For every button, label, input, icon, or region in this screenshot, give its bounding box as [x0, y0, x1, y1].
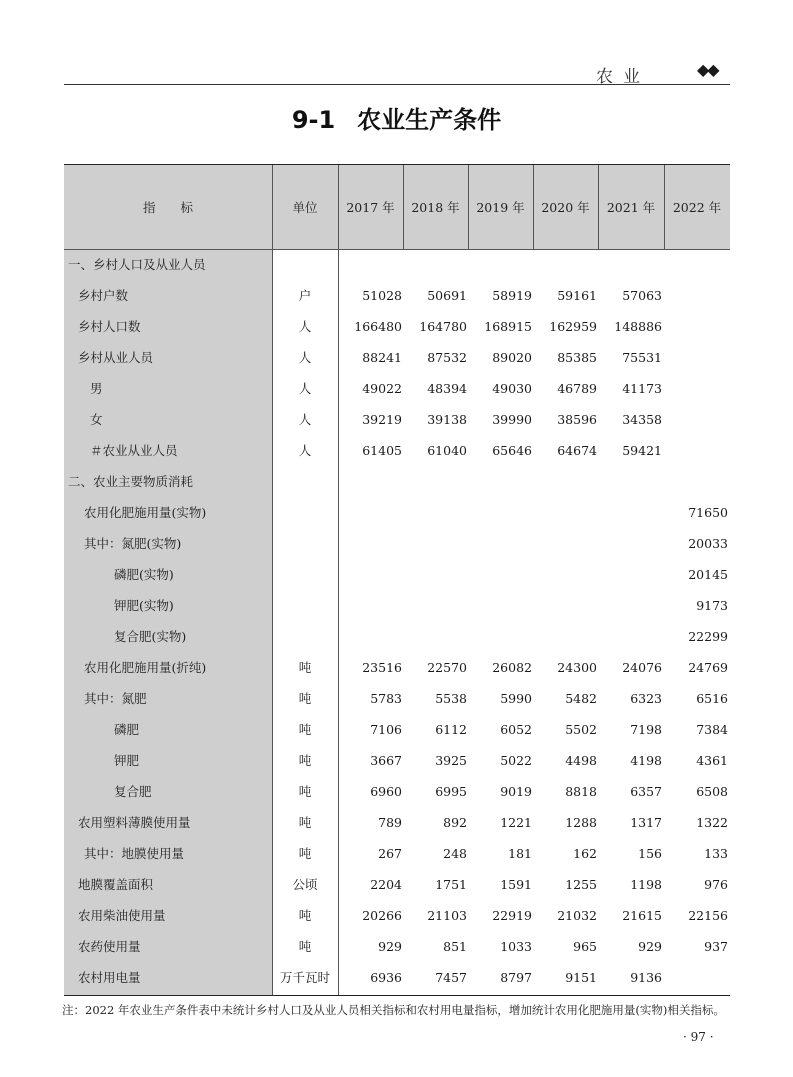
row-value: 7384 — [696, 722, 728, 737]
row-value: 20145 — [688, 567, 728, 582]
row-value: 64674 — [557, 443, 597, 458]
row-value: 41173 — [622, 381, 662, 396]
table-row — [64, 528, 730, 559]
row-value: 57063 — [622, 288, 662, 303]
row-label: 男 — [90, 381, 103, 396]
row-value: 3925 — [435, 753, 467, 768]
row-value: 6112 — [435, 722, 467, 737]
table-row — [64, 497, 730, 528]
row-value: 22570 — [427, 660, 467, 675]
row-label: 农用塑料薄膜使用量 — [78, 815, 191, 830]
row-value: 1317 — [630, 815, 662, 830]
row-value: 39219 — [362, 412, 402, 427]
row-value: 162 — [573, 846, 597, 861]
row-value: 6995 — [435, 784, 467, 799]
table-row — [64, 962, 730, 993]
row-value: 6357 — [630, 784, 662, 799]
row-value: 162959 — [549, 319, 597, 334]
row-value: 1322 — [696, 815, 728, 830]
row-value: 166480 — [354, 319, 402, 334]
row-value: 181 — [508, 846, 532, 861]
footnote: 注：2022 年农业生产条件表中未统计乡村人口及从业人员相关指标和农村用电量指标，增加统计农用化肥施用量(实物)相关指标。 — [62, 1003, 725, 1017]
row-value: 39990 — [492, 412, 532, 427]
data-table — [64, 164, 730, 996]
row-value: 1198 — [630, 877, 662, 892]
row-unit: 吨 — [298, 784, 312, 799]
row-value: 1255 — [565, 877, 597, 892]
row-value: 168915 — [484, 319, 532, 334]
row-value: 38596 — [557, 412, 597, 427]
row-unit: 吨 — [298, 815, 312, 830]
row-value: 9151 — [565, 970, 597, 985]
row-value: 75531 — [622, 350, 662, 365]
row-value: 965 — [573, 939, 597, 954]
row-value: 22919 — [492, 908, 532, 923]
header-year: 2020 年 — [541, 200, 590, 215]
row-unit: 万千瓦时 — [279, 970, 330, 985]
row-value: 24769 — [688, 660, 728, 675]
row-label: 乡村人口数 — [78, 319, 141, 334]
row-value: 1751 — [435, 877, 467, 892]
row-value: 88241 — [362, 350, 402, 365]
row-value: 26082 — [492, 660, 532, 675]
row-unit: 吨 — [298, 722, 312, 737]
page-title — [0, 100, 793, 135]
table-row — [64, 931, 730, 962]
row-value: 156 — [638, 846, 662, 861]
row-value: 51028 — [362, 288, 402, 303]
row-unit: 吨 — [298, 691, 312, 706]
row-value: 148886 — [614, 319, 662, 334]
row-unit: 人 — [298, 319, 312, 334]
row-unit: 吨 — [298, 846, 312, 861]
row-value: 267 — [378, 846, 402, 861]
row-value: 24076 — [622, 660, 662, 675]
row-value: 4198 — [630, 753, 662, 768]
row-unit: 人 — [298, 350, 312, 365]
header-rule — [64, 84, 730, 85]
row-value: 6508 — [696, 784, 728, 799]
row-value: 248 — [443, 846, 467, 861]
row-label: 一、乡村人口及从业人员 — [68, 257, 206, 272]
row-value: 5502 — [565, 722, 597, 737]
row-value: 4361 — [696, 753, 728, 768]
row-value: 58919 — [492, 288, 532, 303]
row-unit: 人 — [298, 443, 312, 458]
row-value: 5482 — [565, 691, 597, 706]
row-value: 5783 — [370, 691, 402, 706]
row-label: 乡村从业人员 — [78, 350, 154, 365]
row-value: 2204 — [370, 877, 402, 892]
row-value: 976 — [704, 877, 728, 892]
row-value: 5990 — [500, 691, 532, 706]
table-row — [64, 466, 730, 497]
table-number: 9-1 — [291, 106, 336, 134]
row-value: 8818 — [565, 784, 597, 799]
row-value: 23516 — [362, 660, 402, 675]
table-row — [64, 652, 730, 683]
table-row — [64, 249, 730, 280]
table-row — [64, 435, 730, 466]
header-unit: 单位 — [292, 200, 318, 215]
row-value: 21032 — [557, 908, 597, 923]
row-label: 女 — [90, 412, 103, 427]
row-value: 789 — [378, 815, 402, 830]
row-label: 农药使用量 — [78, 939, 141, 954]
table-row — [64, 373, 730, 404]
row-value: 46789 — [557, 381, 597, 396]
row-value: 39138 — [427, 412, 467, 427]
row-unit: 户 — [298, 288, 312, 303]
row-value: 34358 — [622, 412, 662, 427]
row-value: 49030 — [492, 381, 532, 396]
row-unit: 吨 — [298, 753, 312, 768]
row-unit: 吨 — [298, 908, 312, 923]
row-value: 61040 — [427, 443, 467, 458]
table-row — [64, 404, 730, 435]
table-row — [64, 590, 730, 621]
table-row — [64, 807, 730, 838]
row-unit: 人 — [298, 381, 312, 396]
row-value: 1288 — [565, 815, 597, 830]
row-value: 22156 — [688, 908, 728, 923]
header-year: 2021 年 — [606, 200, 656, 215]
row-label: 其中：氮肥 — [84, 691, 147, 706]
row-label: 二、农业主要物质消耗 — [68, 474, 194, 489]
row-value: 4498 — [565, 753, 597, 768]
row-label: ＃农业从业人员 — [90, 443, 178, 458]
table-row — [64, 838, 730, 869]
table-row — [64, 776, 730, 807]
table-row — [64, 900, 730, 931]
row-value: 22299 — [688, 629, 728, 644]
row-value: 5538 — [435, 691, 467, 706]
row-value: 89020 — [492, 350, 532, 365]
row-label: 复合肥 — [114, 784, 152, 799]
row-value: 6960 — [370, 784, 402, 799]
row-value: 48394 — [427, 381, 467, 396]
row-value: 929 — [378, 939, 402, 954]
row-label: 钾肥(实物) — [114, 598, 174, 613]
row-unit: 吨 — [298, 939, 312, 954]
row-label: 其中：地膜使用量 — [84, 846, 185, 861]
row-label: 复合肥(实物) — [114, 629, 187, 644]
row-label: 其中：氮肥(实物) — [84, 536, 182, 551]
diamond-ornament-icon: ◆◆ — [697, 60, 718, 79]
header-year: 2022 年 — [672, 200, 722, 215]
row-unit: 公顷 — [292, 877, 318, 892]
row-value: 937 — [704, 939, 728, 954]
row-value: 851 — [443, 939, 467, 954]
row-value: 929 — [638, 939, 662, 954]
table-row — [64, 559, 730, 590]
table-row — [64, 745, 730, 776]
row-value: 71650 — [688, 505, 728, 520]
table-row — [64, 714, 730, 745]
row-value: 164780 — [419, 319, 467, 334]
row-value: 6052 — [500, 722, 532, 737]
row-value: 59421 — [622, 443, 662, 458]
row-value: 21615 — [622, 908, 662, 923]
page-number: · 97 · — [683, 1030, 714, 1044]
row-value: 6323 — [630, 691, 662, 706]
running-header-section: 农业 — [596, 67, 650, 87]
row-label: 农用化肥施用量(折纯) — [84, 660, 207, 675]
row-value: 7457 — [435, 970, 467, 985]
row-value: 6516 — [696, 691, 728, 706]
row-value: 133 — [704, 846, 728, 861]
table-bottom-rule — [64, 995, 730, 996]
row-value: 6936 — [370, 970, 402, 985]
row-value: 1033 — [500, 939, 532, 954]
table-row — [64, 683, 730, 714]
row-value: 85385 — [557, 350, 597, 365]
row-value: 24300 — [557, 660, 597, 675]
row-value: 3667 — [370, 753, 402, 768]
row-value: 49022 — [362, 381, 402, 396]
row-value: 8797 — [500, 970, 532, 985]
row-unit: 人 — [298, 412, 312, 427]
row-value: 21103 — [427, 908, 467, 923]
row-label: 农用柴油使用量 — [78, 908, 166, 923]
row-value: 5022 — [500, 753, 532, 768]
row-value: 9019 — [500, 784, 532, 799]
row-label: 磷肥 — [114, 722, 140, 737]
table-row — [64, 311, 730, 342]
table-body — [64, 249, 730, 993]
header-indicator: 指 标 — [142, 200, 193, 215]
row-label: 乡村户数 — [78, 288, 129, 303]
row-value: 892 — [443, 815, 467, 830]
row-value: 20266 — [362, 908, 402, 923]
row-unit: 吨 — [298, 660, 312, 675]
row-value: 7106 — [370, 722, 402, 737]
row-value: 61405 — [362, 443, 402, 458]
header-year: 2019 年 — [476, 200, 525, 215]
row-label: 农用化肥施用量(实物) — [84, 505, 207, 520]
row-value: 87532 — [427, 350, 467, 365]
row-label: 磷肥(实物) — [114, 567, 174, 582]
row-value: 7198 — [630, 722, 662, 737]
row-value: 50691 — [427, 288, 467, 303]
header-year: 2018 年 — [411, 200, 460, 215]
row-value: 59161 — [557, 288, 597, 303]
table-row — [64, 280, 730, 311]
row-label: 地膜覆盖面积 — [78, 877, 154, 892]
row-label: 农村用电量 — [78, 970, 141, 985]
row-value: 9136 — [630, 970, 662, 985]
row-value: 1221 — [500, 815, 532, 830]
table-row — [64, 342, 730, 373]
row-label: 钾肥 — [114, 753, 140, 768]
table-row — [64, 869, 730, 900]
header-year: 2017 年 — [346, 200, 395, 215]
row-value: 20033 — [688, 536, 728, 551]
table-title: 农业生产条件 — [357, 106, 502, 134]
row-value: 1591 — [500, 877, 532, 892]
table-row — [64, 621, 730, 652]
row-value: 65646 — [492, 443, 532, 458]
row-value: 9173 — [696, 598, 728, 613]
